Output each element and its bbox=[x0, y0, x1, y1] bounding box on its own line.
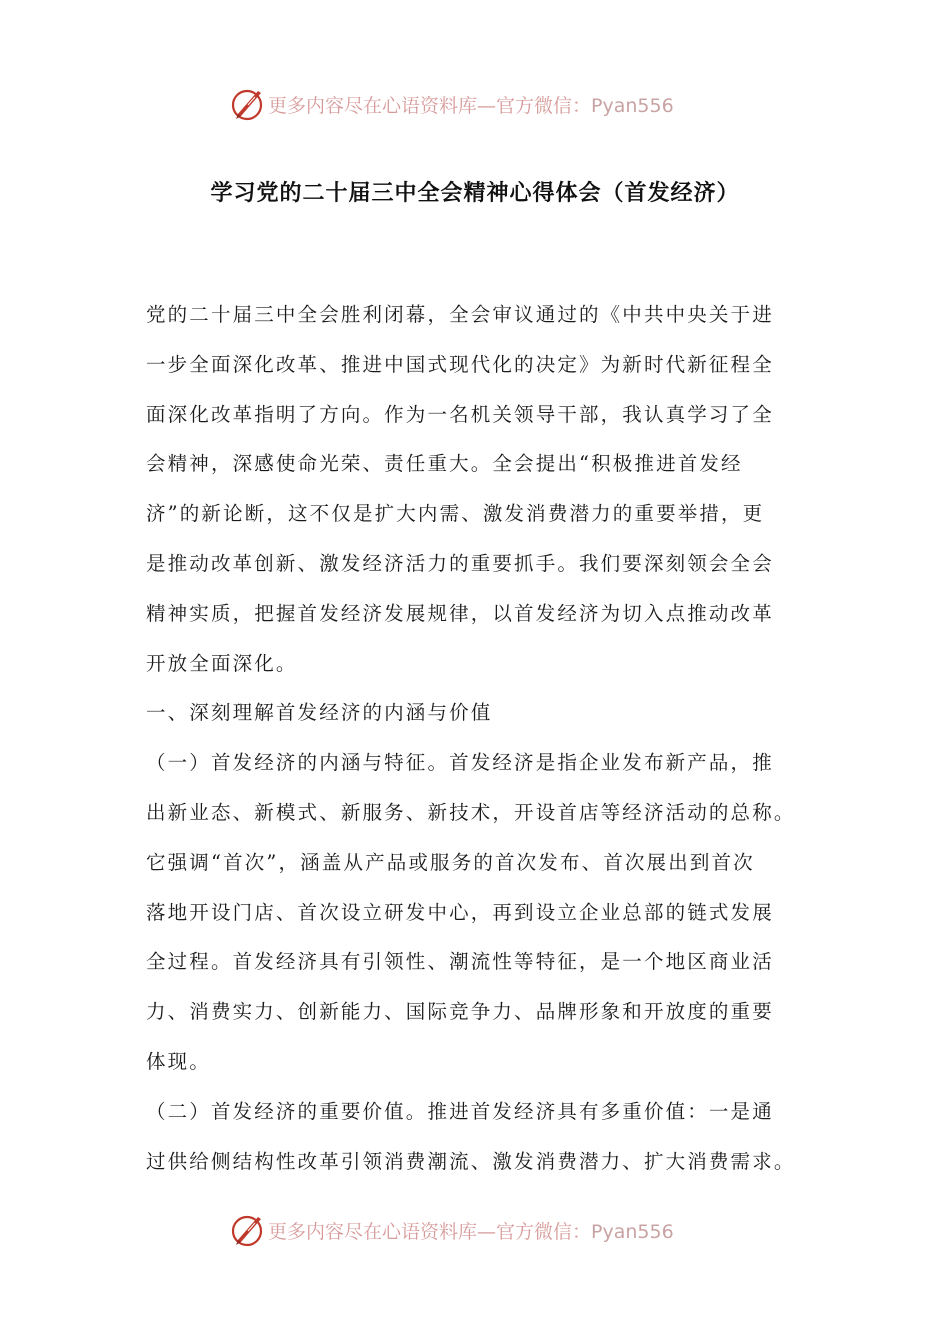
banner-wechat-id: Pyan556 bbox=[591, 1220, 674, 1243]
section-heading: 一、深刻理解首发经济的内涵与价值 bbox=[146, 701, 493, 725]
body-line: 党的二十届三中全会胜利闭幕，全会审议通过的《中共中央关于进 bbox=[146, 303, 774, 326]
body-line: 济”的新论断，这不仅是扩大内需、激发消费潜力的重要举措，更 bbox=[146, 502, 765, 526]
body-line: 会精神，深感使命光荣、责任重大。全会提出“积极推进首发经 bbox=[146, 452, 743, 476]
quill-logo-icon bbox=[228, 85, 266, 123]
document-body bbox=[146, 296, 812, 1192]
quill-logo-icon bbox=[228, 1211, 266, 1249]
body-line: 精神实质，把握首发经济发展规律，以首发经济为切入点推动改革 bbox=[146, 601, 774, 625]
body-line: 出新业态、新模式、新服务、新技术，开设首店等经济活动的总称。 bbox=[146, 800, 796, 824]
body-line: 开放全面深化。 bbox=[146, 651, 298, 675]
document-title: 学习党的二十届三中全会精神心得体会（首发经济） bbox=[210, 181, 740, 206]
body-line: 一步全面深化改革、推进中国式现代化的决定》为新时代新征程全 bbox=[146, 352, 774, 376]
body-line: 它强调“首次”，涵盖从产品或服务的首次发布、首次展出到首次 bbox=[146, 850, 755, 874]
banner-wechat-id: Pyan556 bbox=[591, 94, 674, 117]
footer-watermark-banner bbox=[228, 1210, 674, 1250]
body-line: 面深化改革指明了方向。作为一名机关领导干部，我认真学习了全 bbox=[146, 402, 774, 426]
banner-text: 更多内容尽在心语资料库—官方微信：Pyan556 bbox=[268, 94, 674, 117]
header-watermark-banner bbox=[228, 84, 674, 124]
body-line: （二）首发经济的重要价值。推进首发经济具有多重价值：一是通 bbox=[146, 1099, 774, 1123]
body-line: 落地开设门店、首次设立研发中心，再到设立企业总部的链式发展 bbox=[146, 900, 774, 924]
body-line: 力、消费实力、创新能力、国际竞争力、品牌形象和开放度的重要 bbox=[146, 1000, 774, 1024]
body-line: （一）首发经济的内涵与特征。首发经济是指企业发布新产品，推 bbox=[146, 751, 774, 775]
body-line: 体现。 bbox=[146, 1049, 211, 1073]
body-line: 全过程。首发经济具有引领性、潮流性等特征，是一个地区商业活 bbox=[146, 950, 774, 974]
banner-text: 更多内容尽在心语资料库—官方微信：Pyan556 bbox=[268, 1220, 674, 1243]
body-line: 是推动改革创新、激发经济活力的重要抓手。我们要深刻领会全会 bbox=[146, 551, 774, 575]
body-line: 过供给侧结构性改革引领消费潮流、激发消费潜力、扩大消费需求。 bbox=[146, 1149, 796, 1173]
